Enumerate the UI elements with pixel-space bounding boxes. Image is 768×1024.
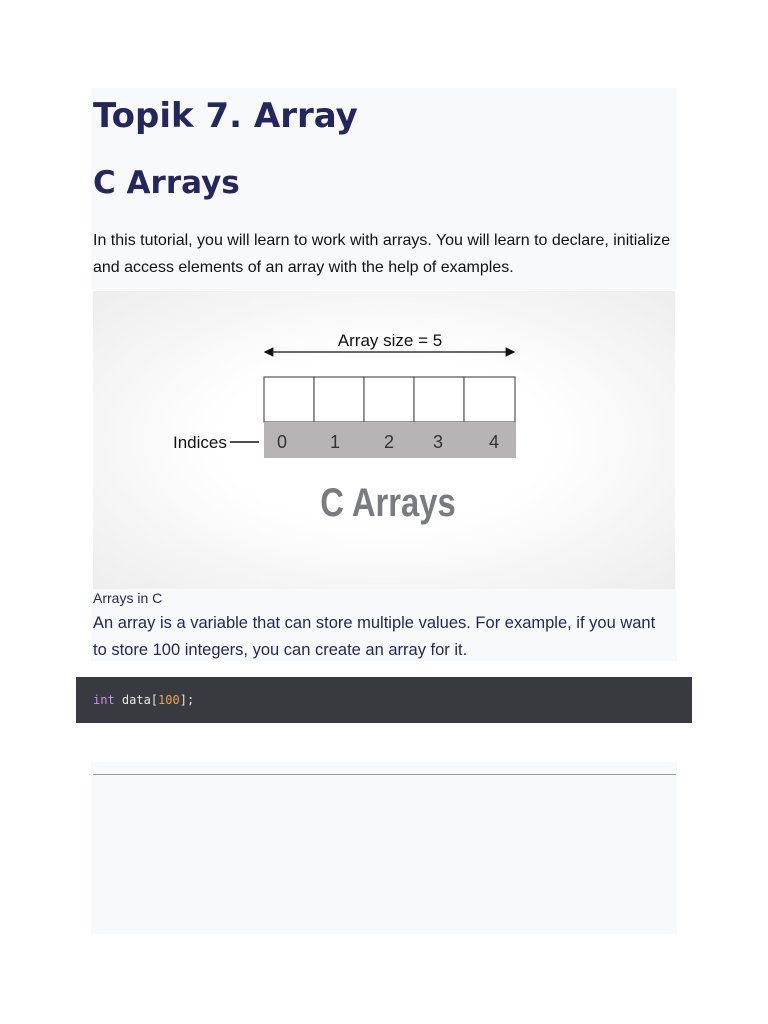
figure-heading: C Arrays [320,479,456,525]
horizontal-divider [93,774,676,775]
array-size-label: Array size = 5 [337,331,443,350]
code-suffix: ]; [179,693,195,707]
code-keyword: int [93,693,115,707]
index-label: 3 [432,432,444,452]
topic-title: Topik 7. Array [93,96,358,136]
description-paragraph: An array is a variable that can store multiple values. For example, if you want to store 100 integers, you can create an array for it. [93,614,656,659]
array-cell [464,377,515,422]
index-label: 0 [276,432,288,452]
array-cell [414,377,464,422]
code-identifier: data[ [114,693,159,707]
code-block [76,677,692,723]
code-number: 100 [158,693,180,707]
index-label: 2 [383,432,395,452]
code-line [93,693,194,707]
index-label: 1 [329,432,341,452]
array-diagram [93,291,675,589]
array-cell [364,377,414,422]
figure-caption: Arrays in C [93,590,163,606]
index-label: 4 [488,432,500,452]
intro-paragraph: In this tutorial, you will learn to work with arrays. You will learn to declare, initialize and access elements of an array with the help of examples. [93,232,671,276]
content-panel-bottom [91,762,677,934]
section-title: C Arrays [93,165,240,201]
indices-label: Indices [173,433,227,452]
array-cell [314,377,364,422]
array-cells [264,377,515,422]
array-cell [264,377,314,422]
